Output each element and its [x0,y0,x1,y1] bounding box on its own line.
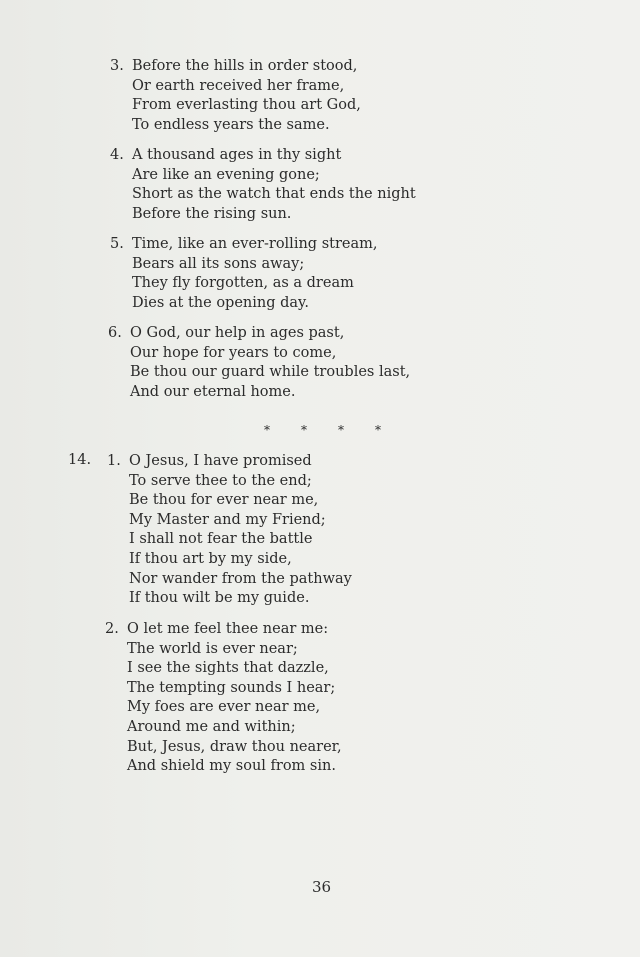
hymn-14-verse-1 [107,452,352,609]
verse-line: And shield my soul from sin. [127,758,336,775]
verse-6 [108,324,411,402]
separator-asterisk: * [375,423,381,437]
verse-line: Before the rising sun. [132,205,292,222]
verse-line: Or earth received her frame, [132,77,345,94]
verse-number: 2. [105,621,119,637]
verse-line: The world is ever near; [127,640,298,657]
verse-line: But, Jesus, draw thou nearer, [127,738,342,755]
verse-line: Be thou our guard while troubles last, [130,364,411,381]
verse-line: Time, like an ever-rolling stream, [132,236,378,252]
verse-number: 5. [110,236,124,252]
verse-line: To endless years the same. [132,116,330,133]
verse-line: They fly forgotten, as a dream [132,275,354,292]
verse-line: Nor wander from the pathway [129,570,352,587]
section-separator [264,423,414,437]
verse-line: Are like an evening gone; [132,166,320,183]
verse-line: And our eternal home. [130,383,296,400]
verse-line: If thou art by my side, [129,550,292,567]
verse-number: 1. [107,453,121,469]
verse-number: 6. [108,325,122,341]
verse-line: Dies at the opening day. [132,294,309,311]
verse-line: If thou wilt be my guide. [129,590,310,607]
separator-asterisk: * [301,423,307,437]
verse-number: 3. [110,58,124,74]
verse-5 [110,235,378,313]
verse-line: From everlasting thou art God, [132,97,361,114]
hymn-number: 14. [68,452,92,468]
verse-line: Before the hills in order stood, [132,58,358,74]
verse-line: O Jesus, I have promised [129,453,312,469]
verse-line: Bears all its sons away; [132,255,305,272]
verse-line: I shall not fear the battle [129,531,313,548]
separator-asterisk: * [264,423,270,437]
verse-line: The tempting sounds I hear; [127,679,336,696]
verse-line: O let me feel thee near me: [127,621,329,637]
verse-line: To serve thee to the end; [129,472,312,489]
verse-line: Around me and within; [127,718,296,735]
hymn-14-verse-2 [105,620,342,777]
verse-line: Be thou for ever near me, [129,492,319,509]
verse-line: My Master and my Friend; [129,511,326,528]
verse-line: Our hope for years to come, [130,344,337,361]
verse-3 [110,57,361,135]
verse-number: 4. [110,147,124,163]
page-number: 36 [312,878,332,896]
verse-line: My foes are ever near me, [127,699,321,716]
verse-line: I see the sights that dazzle, [127,660,329,677]
verse-line: O God, our help in ages past, [130,325,345,341]
verse-line: Short as the watch that ends the night [132,186,416,203]
verse-4 [110,146,416,224]
verse-line: A thousand ages in thy sight [132,147,342,163]
separator-asterisk: * [338,423,344,437]
